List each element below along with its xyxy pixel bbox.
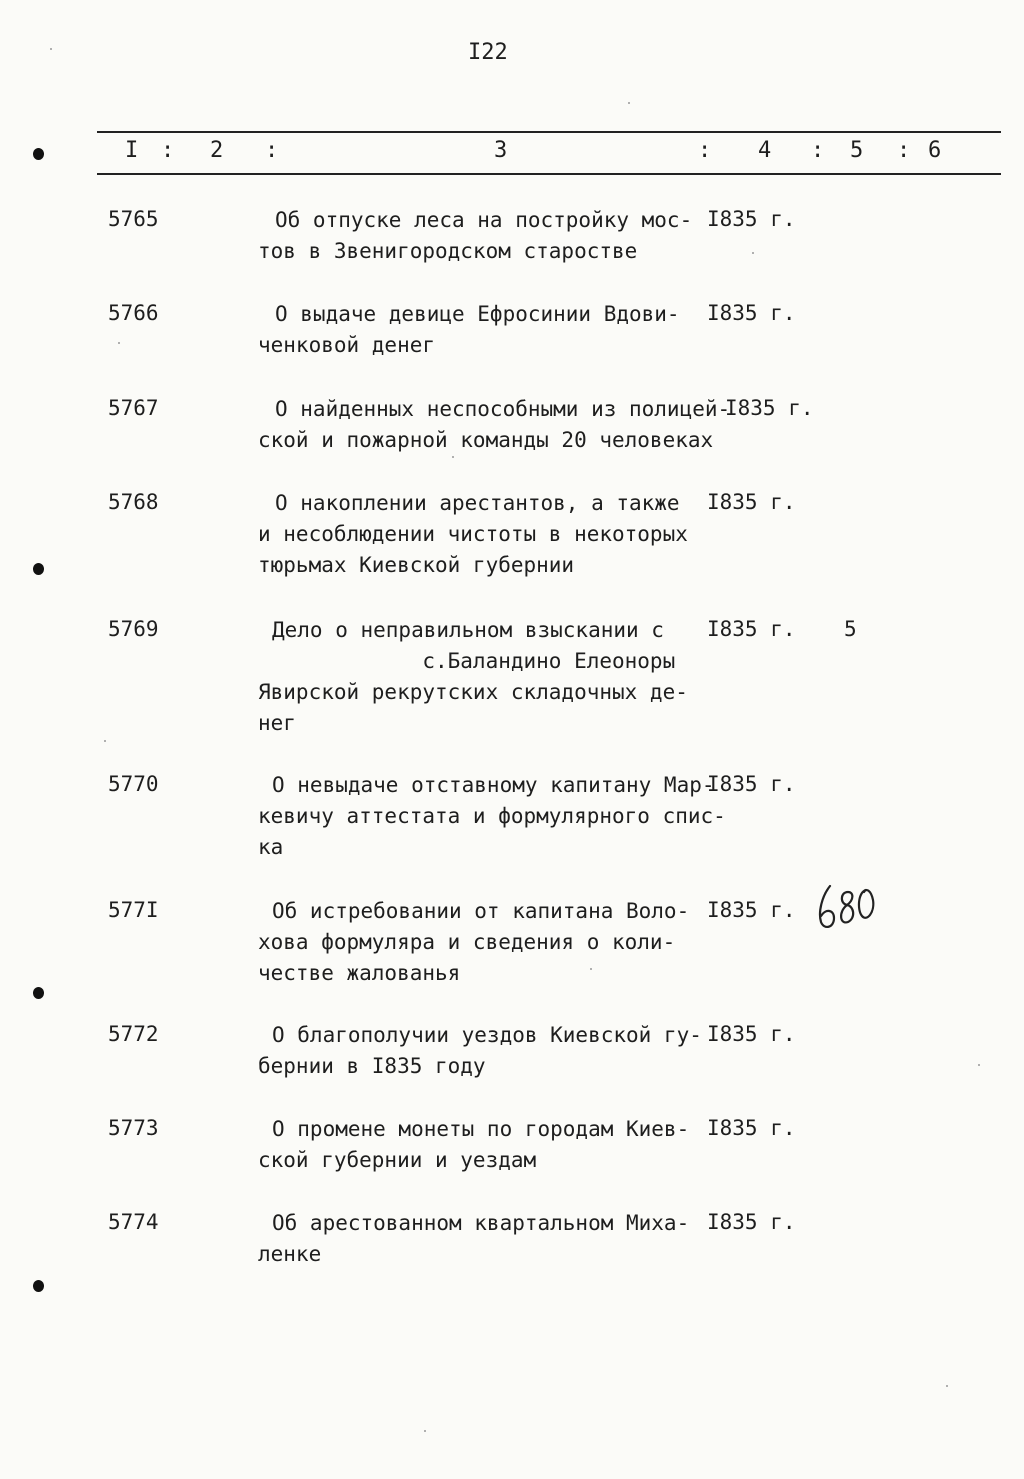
- entry-title-line: нег: [258, 711, 296, 735]
- header-sep-4: :: [811, 138, 825, 163]
- entry-col5-value: 5: [844, 617, 857, 641]
- entry-number: 5768: [108, 490, 159, 514]
- entry-title-line: с.Баландино Елеоноры: [258, 649, 676, 673]
- scan-speck: [104, 740, 106, 742]
- header-bottom-rule: [97, 173, 1001, 175]
- header-col-3: 3: [494, 138, 508, 163]
- binder-hole: [33, 148, 44, 160]
- entry-number: 5774: [108, 1210, 159, 1234]
- binder-hole: [33, 1280, 44, 1292]
- entry-title-line: ченковой денег: [258, 333, 436, 357]
- entry-title-line: тюрьмах Киевской губернии: [258, 553, 575, 577]
- entry-title-line: честве жалованья: [258, 961, 461, 985]
- entry-year: I835 г.: [707, 301, 796, 325]
- entry-year: I835 г.: [707, 1022, 796, 1046]
- entry-title-line: ской и пожарной команды 20 человеках: [258, 428, 714, 452]
- entry-number: 5765: [108, 207, 159, 231]
- entry-number: 5772: [108, 1022, 159, 1046]
- entry-title-line: О найденных неспособными из полицей-: [275, 397, 731, 421]
- scan-speck: [452, 456, 454, 458]
- entry-title-line: тов в Звенигородском старостве: [258, 239, 638, 263]
- header-col-4: 4: [758, 138, 772, 163]
- handwritten-folio-number: [812, 878, 882, 938]
- scan-speck: [628, 102, 630, 104]
- entry-year: I835 г.: [707, 898, 796, 922]
- entry-title-line: Об истребовании от капитана Воло-: [272, 899, 690, 923]
- page-number: I22: [468, 40, 508, 65]
- entry-title-line: О выдаче девице Ефросинии Вдови-: [275, 302, 680, 326]
- entry-title-line: хова формуляра и сведения о коли-: [258, 930, 676, 954]
- entry-number: 5766: [108, 301, 159, 325]
- entry-title-line: ской губернии и уездам: [258, 1148, 537, 1172]
- entry-title-line: бернии в I835 году: [258, 1054, 486, 1078]
- entry-title-line: кевичу аттестата и формулярного спис-: [258, 804, 726, 828]
- header-col-2: 2: [210, 138, 224, 163]
- entry-year: I835 г.: [707, 617, 796, 641]
- entry-title-line: Об отпуске леса на постройку мос-: [275, 208, 693, 232]
- entry-title-line: ленке: [258, 1242, 322, 1266]
- entry-year: I835 г.: [725, 396, 814, 420]
- entry-title-line: О благополучии уездов Киевской гу-: [272, 1023, 702, 1047]
- header-col-6: 6: [928, 138, 942, 163]
- header-top-rule: [97, 131, 1001, 133]
- entry-number: 577I: [108, 898, 159, 922]
- header-sep-2: :: [265, 138, 279, 163]
- entry-number: 5770: [108, 772, 159, 796]
- scan-speck: [424, 1430, 426, 1432]
- entry-title-line: и несоблюдении чистоты в некоторых: [258, 522, 688, 546]
- scan-speck: [50, 48, 52, 50]
- entry-number: 5767: [108, 396, 159, 420]
- scan-speck: [978, 1064, 980, 1066]
- binder-hole: [33, 987, 44, 999]
- entry-title-line: О накоплении арестантов, а также: [275, 491, 680, 515]
- header-col-1: I: [125, 138, 139, 163]
- entry-title-line: Явирской рекрутских складочных де-: [258, 680, 688, 704]
- header-sep-5: :: [897, 138, 911, 163]
- scan-speck: [118, 342, 120, 344]
- entry-year: I835 г.: [707, 772, 796, 796]
- entry-number: 5769: [108, 617, 159, 641]
- entry-year: I835 г.: [707, 490, 796, 514]
- entry-year: I835 г.: [707, 1116, 796, 1140]
- entry-title-line: Дело о неправильном взыскании с: [272, 618, 664, 642]
- scan-speck: [590, 968, 592, 970]
- scan-speck: [946, 1385, 948, 1387]
- entry-title-line: О невыдаче отставному капитану Мар-: [272, 773, 715, 797]
- entry-number: 5773: [108, 1116, 159, 1140]
- binder-hole: [33, 563, 44, 575]
- header-sep-3: :: [698, 138, 712, 163]
- entry-year: I835 г.: [707, 207, 796, 231]
- entry-year: I835 г.: [707, 1210, 796, 1234]
- scan-speck: [752, 252, 754, 254]
- entry-title-line: Об арестованном квартальном Миха-: [272, 1211, 690, 1235]
- header-sep-1: :: [161, 138, 175, 163]
- entry-title-line: ка: [258, 835, 284, 859]
- header-col-5: 5: [850, 138, 864, 163]
- entry-title-line: О промене монеты по городам Киев-: [272, 1117, 690, 1141]
